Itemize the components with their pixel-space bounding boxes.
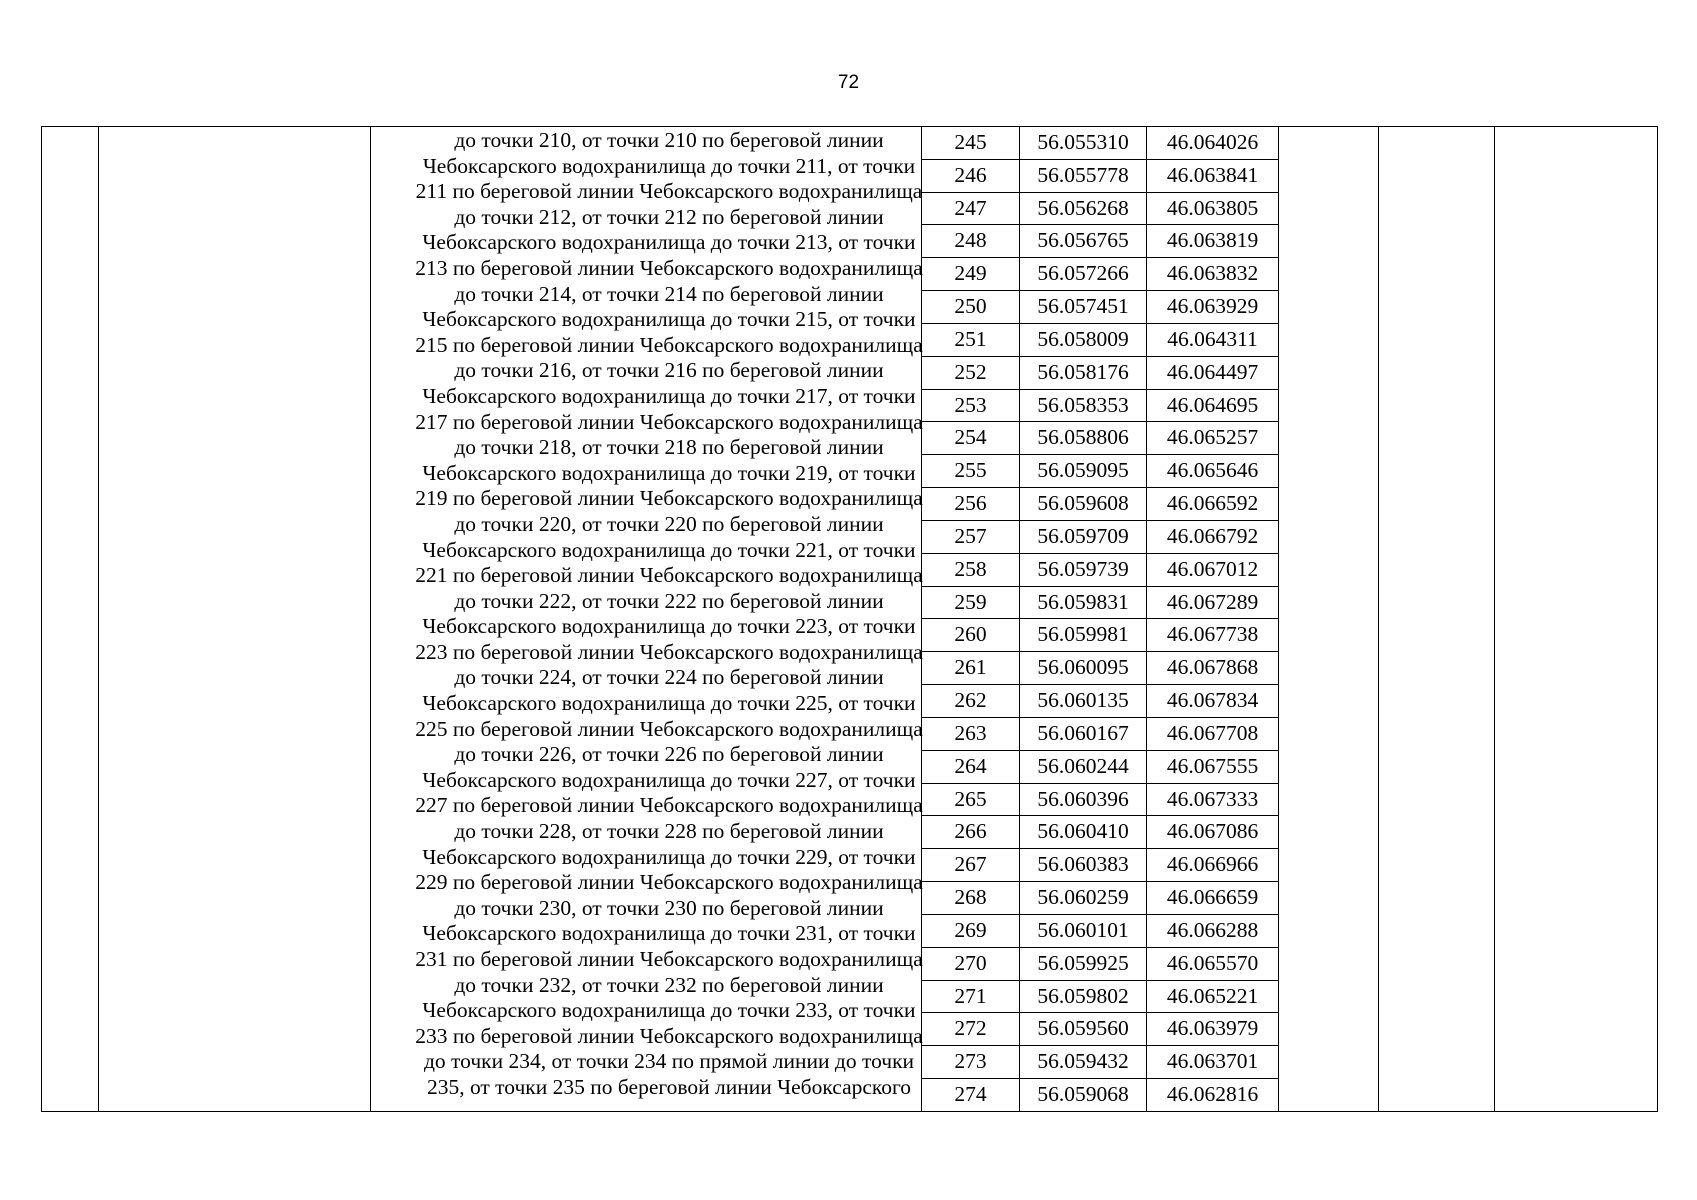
- longitude-cell: 46.065257: [1166, 425, 1259, 450]
- point-number-cell: 258: [922, 554, 1020, 586]
- longitude-cell: 46.066592: [1166, 491, 1259, 516]
- page-number: 72: [837, 72, 860, 93]
- point-number-cell: 273: [922, 1046, 1020, 1078]
- description-line: Чебоксарского водохранилища до точки 217, от точки: [422, 383, 916, 408]
- column-divider: [98, 127, 99, 1111]
- latitude-cell: 56.055310: [1020, 127, 1147, 159]
- point-number-cell: 245: [922, 127, 1020, 159]
- table-row: [922, 390, 1278, 423]
- longitude-cell: 46.063701: [1166, 1049, 1259, 1074]
- table-row: [922, 455, 1278, 488]
- point-number-cell: 261: [922, 652, 1020, 684]
- point-number-cell: 268: [922, 882, 1020, 914]
- table-row: [922, 422, 1278, 455]
- point-number-cell: 265: [922, 784, 1020, 816]
- latitude-cell: 56.060410: [1020, 816, 1147, 848]
- table-row: [922, 324, 1278, 357]
- latitude-cell: 56.059739: [1020, 554, 1147, 586]
- description-line: 213 по береговой линии Чебоксарского водохранилища: [415, 255, 923, 280]
- description-line: 221 по береговой линии Чебоксарского водохранилища: [415, 563, 923, 588]
- table-row: [922, 488, 1278, 521]
- point-number-cell: 257: [922, 521, 1020, 553]
- description-line: до точки 228, от точки 228 по береговой линии: [454, 819, 884, 844]
- point-number-cell: 260: [922, 619, 1020, 651]
- latitude-cell: 56.060135: [1020, 685, 1147, 717]
- description-line: 227 по береговой линии Чебоксарского водохранилища: [415, 793, 923, 818]
- points-list: [922, 127, 1278, 1111]
- point-number-cell: 248: [922, 225, 1020, 257]
- latitude-cell: 56.060244: [1020, 751, 1147, 783]
- table-row: [922, 718, 1278, 751]
- description-line: до точки 230, от точки 230 по береговой линии: [454, 895, 884, 920]
- latitude-cell: 56.059802: [1020, 981, 1147, 1013]
- latitude-cell: 56.058353: [1020, 390, 1147, 422]
- table-row: [922, 1046, 1278, 1079]
- latitude-cell: 56.058806: [1020, 422, 1147, 454]
- table-row: [922, 193, 1278, 226]
- point-number-cell: 266: [922, 816, 1020, 848]
- longitude-cell: 46.067086: [1166, 819, 1259, 844]
- table-row: [922, 948, 1278, 981]
- description-line: 217 по береговой линии Чебоксарского водохранилища: [415, 409, 923, 434]
- longitude-cell: 46.064695: [1166, 392, 1259, 417]
- table-row: [922, 816, 1278, 849]
- latitude-cell: 56.059608: [1020, 488, 1147, 520]
- latitude-cell: 56.059709: [1020, 521, 1147, 553]
- longitude-cell: 46.067868: [1166, 655, 1259, 680]
- table-row: [922, 652, 1278, 685]
- description-line: Чебоксарского водохранилища до точки 221, от точки: [422, 537, 916, 562]
- table-row: [922, 587, 1278, 620]
- column-divider: [1494, 127, 1495, 1111]
- longitude-cell: 46.067333: [1166, 786, 1259, 811]
- longitude-cell: 46.066659: [1166, 885, 1259, 910]
- description-line: 215 по береговой линии Чебоксарского водохранилища: [415, 332, 923, 357]
- point-number-cell: 259: [922, 587, 1020, 619]
- longitude-cell: 46.064026: [1166, 130, 1259, 154]
- description-line: 233 по береговой линии Чебоксарского водохранилища: [415, 1023, 923, 1048]
- description-line: Чебоксарского водохранилища до точки 223, от точки: [422, 614, 916, 639]
- longitude-cell: 46.065570: [1166, 950, 1259, 975]
- point-number-cell: 250: [922, 291, 1020, 323]
- table-row: [922, 685, 1278, 718]
- latitude-cell: 56.057451: [1020, 291, 1147, 323]
- description-line: до точки 212, от точки 212 по береговой линии: [454, 204, 884, 229]
- point-number-cell: 252: [922, 357, 1020, 389]
- longitude-cell: 46.067738: [1166, 622, 1259, 647]
- table-row: [922, 554, 1278, 587]
- table-row: [922, 751, 1278, 784]
- latitude-cell: 56.055778: [1020, 160, 1147, 192]
- table-row: [922, 160, 1278, 193]
- table-row: [922, 291, 1278, 324]
- description-line: Чебоксарского водохранилища до точки 233, от точки: [422, 998, 916, 1023]
- table-row: [922, 225, 1278, 258]
- latitude-cell: 56.059432: [1020, 1046, 1147, 1078]
- description-line: до точки 232, от точки 232 по береговой линии: [454, 972, 884, 997]
- latitude-cell: 56.060383: [1020, 849, 1147, 881]
- longitude-cell: 46.065221: [1166, 983, 1259, 1008]
- coordinates-table: [41, 126, 1658, 1112]
- point-number-cell: 247: [922, 193, 1020, 225]
- latitude-cell: 56.059068: [1020, 1079, 1147, 1111]
- table-row: [922, 258, 1278, 291]
- longitude-cell: 46.063832: [1166, 261, 1259, 286]
- latitude-cell: 56.060101: [1020, 915, 1147, 947]
- table-row: [922, 521, 1278, 554]
- description-line: до точки 234, от точки 234 по прямой линии до точки: [423, 1049, 915, 1074]
- point-number-cell: 249: [922, 258, 1020, 290]
- point-number-cell: 274: [922, 1079, 1020, 1111]
- table-row: [922, 915, 1278, 948]
- description-line: 219 по береговой линии Чебоксарского водохранилища: [415, 486, 923, 511]
- latitude-cell: 56.056268: [1020, 193, 1147, 225]
- description-line: до точки 222, от точки 222 по береговой линии: [454, 588, 884, 613]
- table-row: [922, 357, 1278, 390]
- longitude-cell: 46.064311: [1167, 326, 1258, 351]
- longitude-cell: 46.067012: [1166, 556, 1259, 581]
- description-line: Чебоксарского водохранилища до точки 225, от точки: [422, 691, 916, 716]
- latitude-cell: 56.060259: [1020, 882, 1147, 914]
- point-number-cell: 271: [922, 981, 1020, 1013]
- table-row: [922, 1079, 1278, 1111]
- latitude-cell: 56.060167: [1020, 718, 1147, 750]
- table-row: [922, 784, 1278, 817]
- description-line: Чебоксарского водохранилища до точки 219, от точки: [422, 460, 916, 485]
- table-row: [922, 127, 1278, 160]
- description-line: до точки 210, от точки 210 по береговой линии: [454, 128, 884, 152]
- table-row: [922, 1013, 1278, 1046]
- description-line: 229 по береговой линии Чебоксарского водохранилища: [415, 870, 923, 895]
- point-number-cell: 253: [922, 390, 1020, 422]
- latitude-cell: 56.059925: [1020, 948, 1147, 980]
- description-line: до точки 224, от точки 224 по береговой линии: [454, 665, 884, 690]
- point-number-cell: 246: [922, 160, 1020, 192]
- column-divider: [370, 127, 371, 1111]
- longitude-cell: 46.066288: [1166, 917, 1259, 942]
- latitude-cell: 56.059560: [1020, 1013, 1147, 1045]
- longitude-cell: 46.065646: [1166, 458, 1259, 483]
- latitude-cell: 56.060095: [1020, 652, 1147, 684]
- description-line: до точки 216, от точки 216 по береговой линии: [454, 358, 884, 383]
- description-line: Чебоксарского водохранилища до точки 215, от точки: [422, 307, 916, 332]
- column-divider: [1378, 127, 1379, 1111]
- longitude-cell: 46.067289: [1166, 589, 1259, 614]
- longitude-cell: 46.063841: [1166, 162, 1259, 187]
- column-divider: [1278, 127, 1279, 1111]
- table-row: [922, 981, 1278, 1014]
- latitude-cell: 56.058009: [1020, 324, 1147, 356]
- longitude-cell: 46.066966: [1166, 852, 1259, 877]
- table-row: [922, 882, 1278, 915]
- description-line: 211 по береговой линии Чебоксарского водохранилища: [415, 179, 923, 204]
- latitude-cell: 56.060396: [1020, 784, 1147, 816]
- point-number-cell: 264: [922, 751, 1020, 783]
- point-number-cell: 255: [922, 455, 1020, 487]
- longitude-cell: 46.067834: [1166, 688, 1259, 713]
- description-line: 223 по береговой линии Чебоксарского водохранилища: [415, 639, 923, 664]
- latitude-cell: 56.059095: [1020, 455, 1147, 487]
- longitude-cell: 46.064497: [1166, 359, 1259, 384]
- point-number-cell: 263: [922, 718, 1020, 750]
- point-number-cell: 256: [922, 488, 1020, 520]
- boundary-description: [373, 128, 965, 1111]
- point-number-cell: 270: [922, 948, 1020, 980]
- description-line: Чебоксарского водохранилища до точки 213, от точки: [422, 230, 916, 255]
- description-line: Чебоксарского водохранилища до точки 227, от точки: [422, 767, 916, 792]
- latitude-cell: 56.056765: [1020, 225, 1147, 257]
- latitude-cell: 56.059981: [1020, 619, 1147, 651]
- point-number-cell: 272: [922, 1013, 1020, 1045]
- longitude-cell: 46.063979: [1166, 1016, 1259, 1041]
- longitude-cell: 46.066792: [1166, 523, 1259, 548]
- table-row: [922, 619, 1278, 652]
- description-line: Чебоксарского водохранилища до точки 211, от точки: [422, 153, 916, 178]
- description-line: Чебоксарского водохранилища до точки 229, от точки: [422, 844, 916, 869]
- latitude-cell: 56.058176: [1020, 357, 1147, 389]
- description-line: до точки 226, от точки 226 по береговой линии: [454, 742, 884, 767]
- description-line: 225 по береговой линии Чебоксарского водохранилища: [415, 716, 923, 741]
- description-line: до точки 218, от точки 218 по береговой линии: [454, 435, 884, 460]
- description-line: до точки 220, от точки 220 по береговой линии: [454, 511, 884, 536]
- longitude-cell: 46.067555: [1166, 753, 1259, 778]
- point-number-cell: 262: [922, 685, 1020, 717]
- point-number-cell: 254: [922, 422, 1020, 454]
- longitude-cell: 46.062816: [1166, 1082, 1259, 1107]
- longitude-cell: 46.067708: [1166, 720, 1259, 745]
- latitude-cell: 56.059831: [1020, 587, 1147, 619]
- description-line: 231 по береговой линии Чебоксарского водохранилища: [415, 947, 923, 971]
- description-line: 235, от точки 235 по береговой линии Чебоксарского: [426, 1074, 912, 1099]
- description-line: Чебоксарского водохранилища до точки 231, от точки: [422, 921, 916, 946]
- point-number-cell: 251: [922, 324, 1020, 356]
- latitude-cell: 56.057266: [1020, 258, 1147, 290]
- longitude-cell: 46.063805: [1166, 195, 1259, 220]
- description-line: до точки 214, от точки 214 по береговой линии: [454, 281, 884, 306]
- table-row: [922, 849, 1278, 882]
- point-number-cell: 269: [922, 915, 1020, 947]
- longitude-cell: 46.063929: [1166, 294, 1259, 319]
- longitude-cell: 46.063819: [1166, 228, 1259, 253]
- point-number-cell: 267: [922, 849, 1020, 881]
